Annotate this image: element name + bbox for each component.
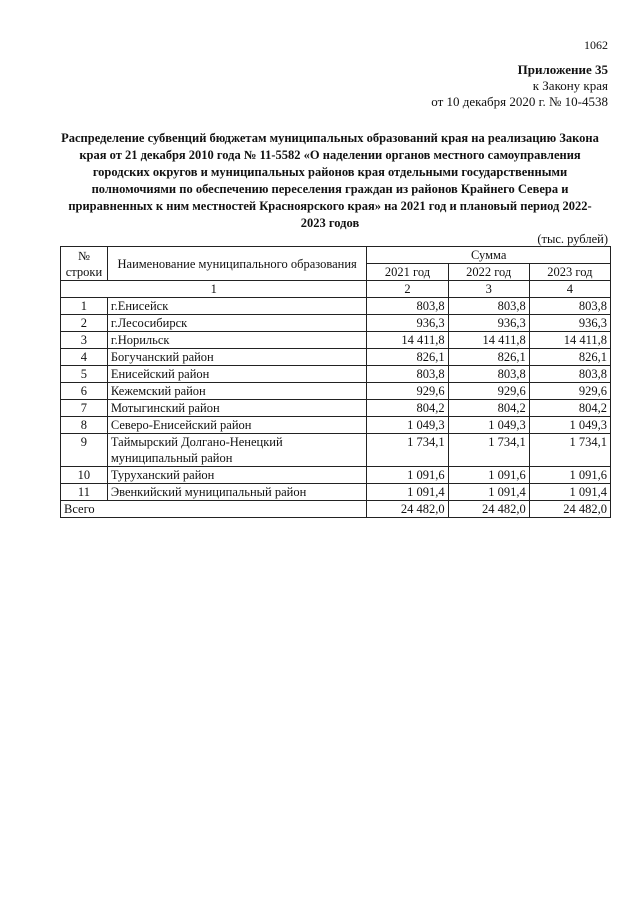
- value-2021: 803,8: [367, 366, 448, 383]
- row-number: 6: [61, 383, 108, 400]
- row-number: 3: [61, 332, 108, 349]
- value-2023: 804,2: [529, 400, 610, 417]
- value-2021: 1 091,6: [367, 467, 448, 484]
- appendix-law-ref: к Закону края: [532, 78, 608, 93]
- value-2021: 1 049,3: [367, 417, 448, 434]
- table-row: [61, 484, 611, 501]
- column-number-4: 4: [529, 281, 610, 298]
- value-2022: 1 734,1: [448, 434, 529, 467]
- header-municipality-name: Наименование муниципального образования: [107, 247, 367, 281]
- total-2023: 24 482,0: [529, 501, 610, 518]
- row-number: 9: [61, 434, 108, 467]
- municipality-name: г.Норильск: [107, 332, 367, 349]
- value-2021: 14 411,8: [367, 332, 448, 349]
- row-number: 10: [61, 467, 108, 484]
- value-2023: 929,6: [529, 383, 610, 400]
- table-row: [61, 298, 611, 315]
- column-number-2: 2: [367, 281, 448, 298]
- table-row: [61, 349, 611, 366]
- value-2023: 803,8: [529, 298, 610, 315]
- municipality-name: Туруханский район: [107, 467, 367, 484]
- value-2021: 1 734,1: [367, 434, 448, 467]
- value-2022: 14 411,8: [448, 332, 529, 349]
- value-2023: 936,3: [529, 315, 610, 332]
- value-2023: 826,1: [529, 349, 610, 366]
- table-column-numbers-row: [61, 281, 611, 298]
- table-row: [61, 383, 611, 400]
- value-2022: 826,1: [448, 349, 529, 366]
- value-2022: 803,8: [448, 366, 529, 383]
- appendix-title: Приложение 35: [517, 62, 608, 77]
- value-2021: 936,3: [367, 315, 448, 332]
- row-number: 11: [61, 484, 108, 501]
- row-number: 1: [61, 298, 108, 315]
- value-2023: 14 411,8: [529, 332, 610, 349]
- value-2022: 804,2: [448, 400, 529, 417]
- value-2023: 803,8: [529, 366, 610, 383]
- table-row: [61, 467, 611, 484]
- value-2023: 1 734,1: [529, 434, 610, 467]
- column-number-3: 3: [448, 281, 529, 298]
- table-row: [61, 400, 611, 417]
- table-header-row: [61, 247, 611, 264]
- municipality-name: г.Лесосибирск: [107, 315, 367, 332]
- total-2022: 24 482,0: [448, 501, 529, 518]
- column-number-1: 1: [61, 281, 367, 298]
- value-2022: 803,8: [448, 298, 529, 315]
- table-row: [61, 315, 611, 332]
- document-title: Распределение субвенций бюджетам муниципальных образований края на реализацию Закона края от 21 декабря 2010 года № 11-5582 «О наделении органов местного самоуправления городских округов и муниципальных районов края отдельными государственными полномочиями по обеспечению переселения граждан из районов Крайнего Севера и приравненных к ним местностей Красноярского края» на 2021 год и плановый период 2022-2023 годов: [61, 131, 599, 230]
- municipality-name: Енисейский район: [107, 366, 367, 383]
- table-row: [61, 366, 611, 383]
- value-2022: 1 091,4: [448, 484, 529, 501]
- municipality-name: г.Енисейск: [107, 298, 367, 315]
- row-number: 5: [61, 366, 108, 383]
- appendix-header: [431, 62, 608, 110]
- table-row: [61, 434, 611, 467]
- value-2022: 1 091,6: [448, 467, 529, 484]
- municipality-name: Таймырский Долгано-Ненецкий муниципальный район: [107, 434, 367, 467]
- row-number: 7: [61, 400, 108, 417]
- header-row-number: № строки: [61, 247, 108, 281]
- page-number: 1062: [584, 38, 608, 52]
- total-label: Всего: [61, 501, 367, 518]
- units-label: (тыс. рублей): [537, 232, 608, 246]
- value-2021: 804,2: [367, 400, 448, 417]
- total-2021: 24 482,0: [367, 501, 448, 518]
- subvention-table: [60, 246, 611, 518]
- municipality-name: Эвенкийский муниципальный район: [107, 484, 367, 501]
- header-sum: Сумма: [367, 247, 611, 264]
- row-number: 2: [61, 315, 108, 332]
- value-2022: 929,6: [448, 383, 529, 400]
- value-2023: 1 091,4: [529, 484, 610, 501]
- header-year-2021: 2021 год: [367, 264, 448, 281]
- row-number: 8: [61, 417, 108, 434]
- header-year-2022: 2022 год: [448, 264, 529, 281]
- municipality-name: Кежемский район: [107, 383, 367, 400]
- municipality-name: Мотыгинский район: [107, 400, 367, 417]
- value-2021: 826,1: [367, 349, 448, 366]
- value-2022: 936,3: [448, 315, 529, 332]
- value-2021: 1 091,4: [367, 484, 448, 501]
- municipality-name: Богучанский район: [107, 349, 367, 366]
- header-year-2023: 2023 год: [529, 264, 610, 281]
- value-2023: 1 049,3: [529, 417, 610, 434]
- row-number: 4: [61, 349, 108, 366]
- table-row: [61, 417, 611, 434]
- value-2021: 929,6: [367, 383, 448, 400]
- appendix-law-date: от 10 декабря 2020 г. № 10-4538: [431, 94, 608, 109]
- value-2022: 1 049,3: [448, 417, 529, 434]
- table-total-row: [61, 501, 611, 518]
- municipality-name: Северо-Енисейский район: [107, 417, 367, 434]
- value-2021: 803,8: [367, 298, 448, 315]
- value-2023: 1 091,6: [529, 467, 610, 484]
- table-row: [61, 332, 611, 349]
